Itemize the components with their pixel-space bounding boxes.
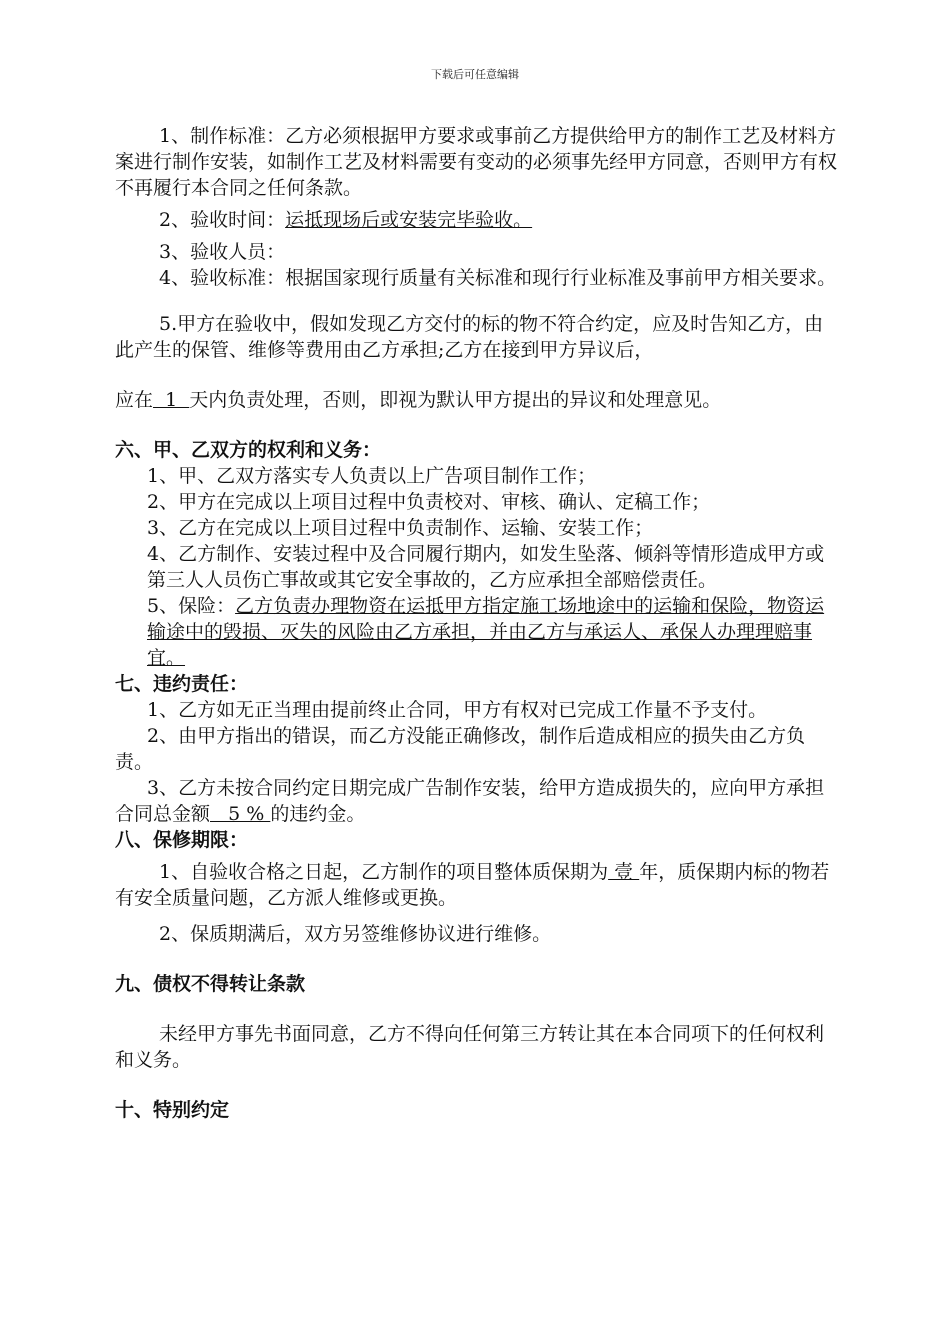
section-7-item-3-post: 的违约金。 [270, 803, 366, 825]
clause-objection-deadline-post: 天内负责处理，否则，即视为默认甲方提出的异议和处理意见。 [189, 389, 722, 411]
section-7-title: 七、违约责任： [115, 673, 249, 695]
section-7-penalty-rate: 5 % [210, 803, 271, 825]
section-6-item-3: 3、乙方在完成以上项目过程中负责制作、运输、安装工作； [147, 517, 654, 539]
section-6-item-5-value: 乙方负责办理物资在运抵甲方指定施工场地途中的运输和保险，物资运输途中的毁损、灭失的风险由乙方承担，并由乙方与承运人、承保人办理理赔事宜。 [147, 595, 825, 669]
section-8-warranty-term: 壹 [608, 861, 640, 883]
section-8-item-1-pre: 1、自验收合格之日起，乙方制作的项目整体质保期为 [159, 861, 609, 883]
section-6-item-2: 2、甲方在完成以上项目过程中负责校对、审核、确认、定稿工作； [147, 491, 711, 513]
section-8-item-2: 2、保质期满后，双方另签维修协议进行维修。 [159, 923, 552, 945]
clause-objection-days: 1 [153, 389, 190, 411]
contract-body [115, 123, 837, 1123]
section-7-item-2: 2、由甲方指出的错误，而乙方没能正确修改，制作后造成相应的损失由乙方负责。 [115, 725, 806, 773]
clause-objection-deadline-pre: 应在 [115, 389, 154, 411]
section-6-item-5 [115, 593, 837, 671]
section-8-title: 八、保修期限： [115, 829, 249, 851]
section-10-title: 十、特别约定 [115, 1099, 230, 1121]
clause-objection-deadline [115, 387, 837, 413]
clause-objection: 5.甲方在验收中，假如发现乙方交付的标的物不符合约定，应及时告知乙方，由此产生的保管、维修等费用由乙方承担;乙方在接到甲方异议后， [115, 313, 824, 361]
clause-production-standard: 1、制作标准：乙方必须根据甲方要求或事前乙方提供给甲方的制作工艺及材料方案进行制作安装，如制作工艺及材料需要有变动的必须事先经甲方同意，否则甲方有权不再履行本合同之任何条款。 [115, 125, 838, 199]
clause-acceptance-time-value: 运抵现场后或安装完毕验收。 [285, 209, 533, 231]
section-7-item-3-pre: 3、乙方未按合同约定日期完成广告制作安装，给甲方造成损失的，应向甲方承担合同总金额 [115, 777, 825, 825]
section-9-title: 九、债权不得转让条款 [115, 973, 306, 995]
clause-acceptance-standard: 4、验收标准：根据国家现行质量有关标准和现行行业标准及事前甲方相关要求。 [159, 267, 837, 289]
section-6-title: 六、甲、乙双方的权利和义务： [115, 439, 382, 461]
clause-acceptance-time [115, 207, 837, 233]
clause-acceptance-time-label: 2、验收时间： [159, 209, 286, 231]
section-9-body: 未经甲方事先书面同意，乙方不得向任何第三方转让其在本合同项下的任何权利和义务。 [115, 1023, 825, 1071]
section-6-item-1: 1、甲、乙双方落实专人负责以上广告项目制作工作； [147, 465, 597, 487]
section-8-item-1 [115, 859, 837, 911]
clause-acceptance-staff [115, 239, 837, 265]
section-6-item-4: 4、乙方制作、安装过程中及合同履行期内，如发生坠落、倾斜等情形造成甲方或第三人人员伤亡事故或其它安全事故的，乙方应承担全部赔偿责任。 [147, 543, 825, 591]
section-7-item-1: 1、乙方如无正当理由提前终止合同，甲方有权对已完成工作量不予支付。 [147, 699, 768, 721]
section-8-item-1-post: 年，质保期内标的物若有安全质量问题，乙方派人维修或更换。 [115, 861, 830, 909]
clause-acceptance-staff-label: 3、验收人员： [159, 241, 286, 263]
section-7-item-3 [115, 775, 837, 827]
page-header-note: 下载后可任意编辑 [431, 68, 519, 81]
section-6-item-5-label: 5、保险： [147, 595, 236, 617]
